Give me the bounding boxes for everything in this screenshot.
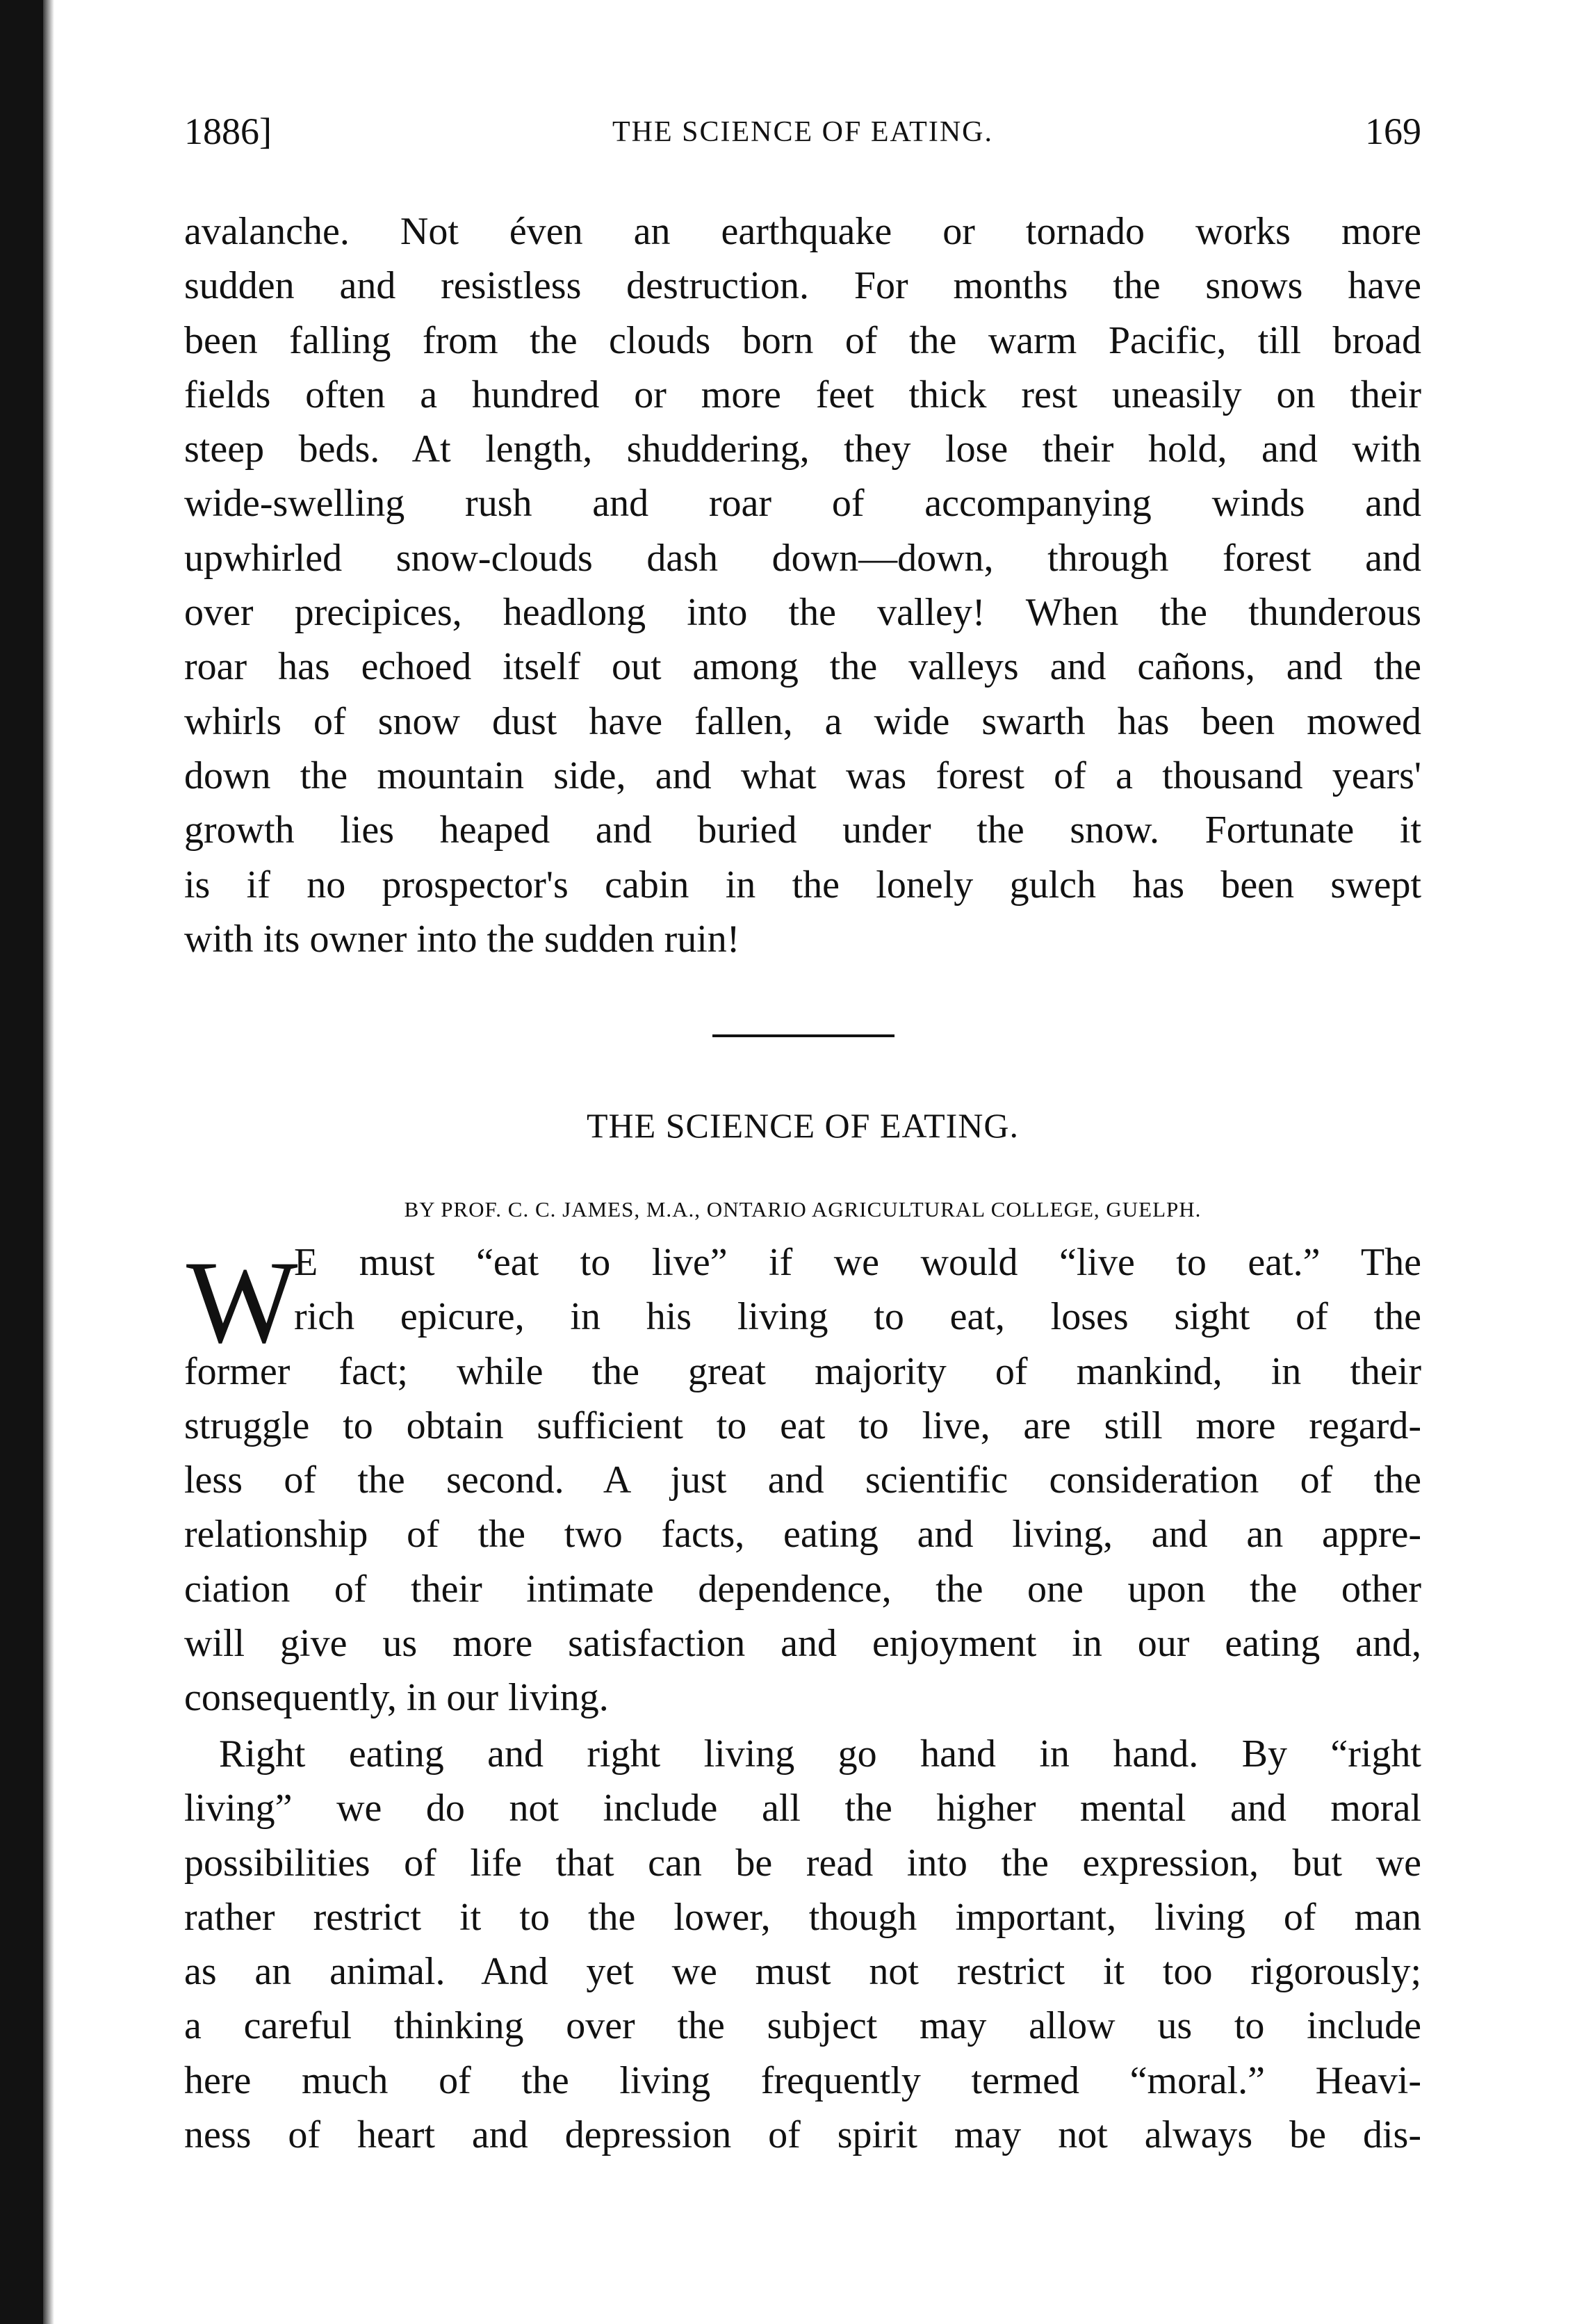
- text-line: former fact; while the great majority of mankind, in their: [184, 1349, 1421, 1393]
- spine-gutter-fade: [43, 0, 54, 2324]
- page-number: 169: [1365, 111, 1421, 152]
- text-line: will give us more satisfaction and enjoyment in our eating and,: [184, 1622, 1421, 1666]
- text-line: possibilities of life that can be read into the expression, but we: [184, 1841, 1421, 1885]
- preceding-paragraph: [184, 204, 1421, 966]
- text-line: E must “eat to live” if we would “live to eat.” The: [294, 1241, 1421, 1284]
- text-line: living” we do not include all the higher mental and moral: [184, 1787, 1421, 1830]
- text-line: upwhirled snow-clouds dash down—down, through forest and: [184, 536, 1421, 580]
- text-line: struggle to obtain sufficient to eat to live, are still more regard-: [184, 1404, 1421, 1447]
- article-title: THE SCIENCE OF EATING.: [587, 1106, 1019, 1145]
- article-byline: BY PROF. C. C. JAMES, M.A., ONTARIO AGRICULTURAL COLLEGE, GUELPH.: [404, 1197, 1202, 1221]
- text-line: growth lies heaped and buried under the snow. Fortunate it: [184, 808, 1421, 852]
- text-line: fields often a hundred or more feet thick rest uneasily on their: [184, 373, 1421, 416]
- text-line: as an animal. And yet we must not restrict it too rigorously;: [184, 1950, 1421, 1994]
- text-line: with its owner into the sudden ruin!: [184, 917, 740, 961]
- text-line: ciation of their intimate dependence, the one upon the other: [184, 1567, 1421, 1611]
- book-spine-shadow: [0, 0, 43, 2324]
- text-line: rich epicure, in his living to eat, loses sight of the: [294, 1295, 1421, 1339]
- text-line: wide-swelling rush and roar of accompanying winds and: [184, 482, 1421, 526]
- text-line: consequently, in our living.: [184, 1676, 609, 1720]
- text-line: been falling from the clouds born of the warm Pacific, till broad: [184, 318, 1421, 362]
- text-line: steep beds. At length, shuddering, they lose their hold, and with: [184, 428, 1421, 471]
- text-line: sudden and resistless destruction. For months the snows have: [184, 264, 1421, 308]
- running-title: THE SCIENCE OF EATING.: [612, 116, 993, 148]
- text-line: down the mountain side, and what was forest of a thousand years': [184, 754, 1421, 797]
- text-line: roar has echoed itself out among the valleys and cañons, and the: [184, 645, 1421, 689]
- text-line: ness of heart and depression of spirit may not always be dis-: [184, 2113, 1421, 2157]
- article-paragraph-1: [184, 1235, 1421, 1725]
- article-paragraph-2: [184, 1727, 1421, 2162]
- text-line: avalanche. Not éven an earthquake or tornado works more: [184, 210, 1421, 253]
- section-divider-rule: [712, 1034, 894, 1037]
- text-line: is if no prospector's cabin in the lonely gulch has been swept: [184, 863, 1421, 907]
- drop-cap: W: [186, 1237, 298, 1367]
- header-year: 1886]: [184, 111, 272, 152]
- text-line: less of the second. A just and scientific consideration of the: [184, 1458, 1421, 1502]
- page-header: [184, 110, 1421, 165]
- text-line: relationship of the two facts, eating and living, and an appre-: [184, 1513, 1421, 1557]
- text-line: a careful thinking over the subject may allow us to include: [184, 2004, 1421, 2048]
- text-line: over precipices, headlong into the valley! When the thunderous: [184, 591, 1421, 635]
- text-line: Right eating and right living go hand in hand. By “right: [219, 1732, 1421, 1775]
- text-line: whirls of snow dust have fallen, a wide swarth has been mowed: [184, 699, 1421, 743]
- text-line: here much of the living frequently termed “moral.” Heavi-: [184, 2058, 1421, 2102]
- text-line: rather restrict it to the lower, though important, living of man: [184, 1895, 1421, 1939]
